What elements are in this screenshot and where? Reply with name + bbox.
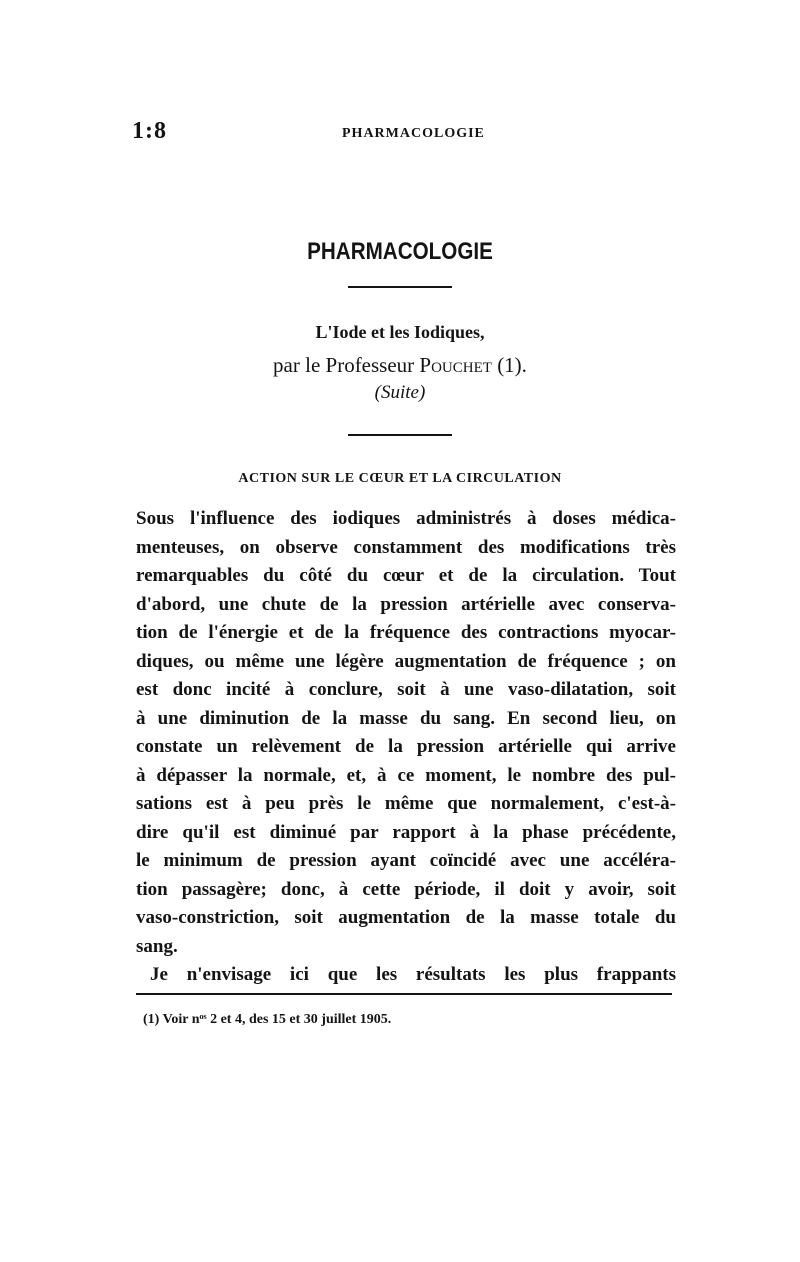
byline [0, 353, 800, 378]
page-title: PHARMACOLOGIE [307, 238, 493, 265]
body-line: remarquables du côté du cœur et de la circulation. Tout [136, 565, 676, 586]
body-line: sang. [136, 935, 178, 957]
body-line: tion passagère; donc, à cette période, il doit y avoir, soit [136, 878, 676, 900]
body-text [136, 505, 676, 990]
page-header [132, 118, 672, 152]
body-line: est donc incité à conclure, soit à une vaso-dilatation, soit [136, 679, 676, 700]
body-line: vaso-constriction, soit augmentation de la masse totale du [136, 907, 676, 928]
body-line: diques, ou même une légère augmentation de fréquence ; on [136, 650, 676, 672]
section-heading: ACTION SUR LE CŒUR ET LA CIRCULATION [238, 471, 562, 486]
body-line: le minimum de pression ayant coïncidé avec une accéléra- [136, 850, 676, 871]
body-line: d'abord, une chute de la pression artérielle avec conserva- [136, 593, 676, 615]
body-line: sations est à peu près le même que normalement, c'est-à- [136, 793, 676, 814]
body-line: tion de l'énergie et de la fréquence des contractions myocar- [136, 622, 676, 643]
body-line: menteuses, on observe constamment des modifications très [136, 536, 676, 558]
footnote-divider [136, 993, 672, 995]
continuation-note: (Suite) [374, 382, 426, 403]
article-title: L'Iode et les Iodiques, [315, 322, 485, 342]
running-head: PHARMACOLOGIE [342, 126, 485, 141]
body-line: à dépasser la normale, et, à ce moment, le nombre des pul- [136, 764, 676, 786]
body-line: dire qu'il est diminué par rapport à la phase précédente, [136, 821, 676, 843]
byline-prefix: par le Professeur [273, 353, 415, 377]
body-line: constate un relèvement de la pression artérielle qui arrive [136, 736, 676, 757]
author-name: Pouchet [419, 353, 492, 377]
page-number: 1:8 [132, 118, 167, 144]
body-line: Sous l'influence des iodiques administrés à doses médica- [136, 508, 676, 529]
footnote-marker: (1). [497, 353, 527, 377]
footnote: (1) Voir nᵒˢ 2 et 4, des 15 et 30 juillet 1905. [143, 1012, 392, 1027]
body-line: à une diminution de la masse du sang. En second lieu, on [136, 707, 676, 729]
section-divider [348, 434, 452, 436]
body-line: Je n'envisage ici que les résultats les plus frappants [150, 964, 676, 985]
title-divider [348, 286, 452, 288]
